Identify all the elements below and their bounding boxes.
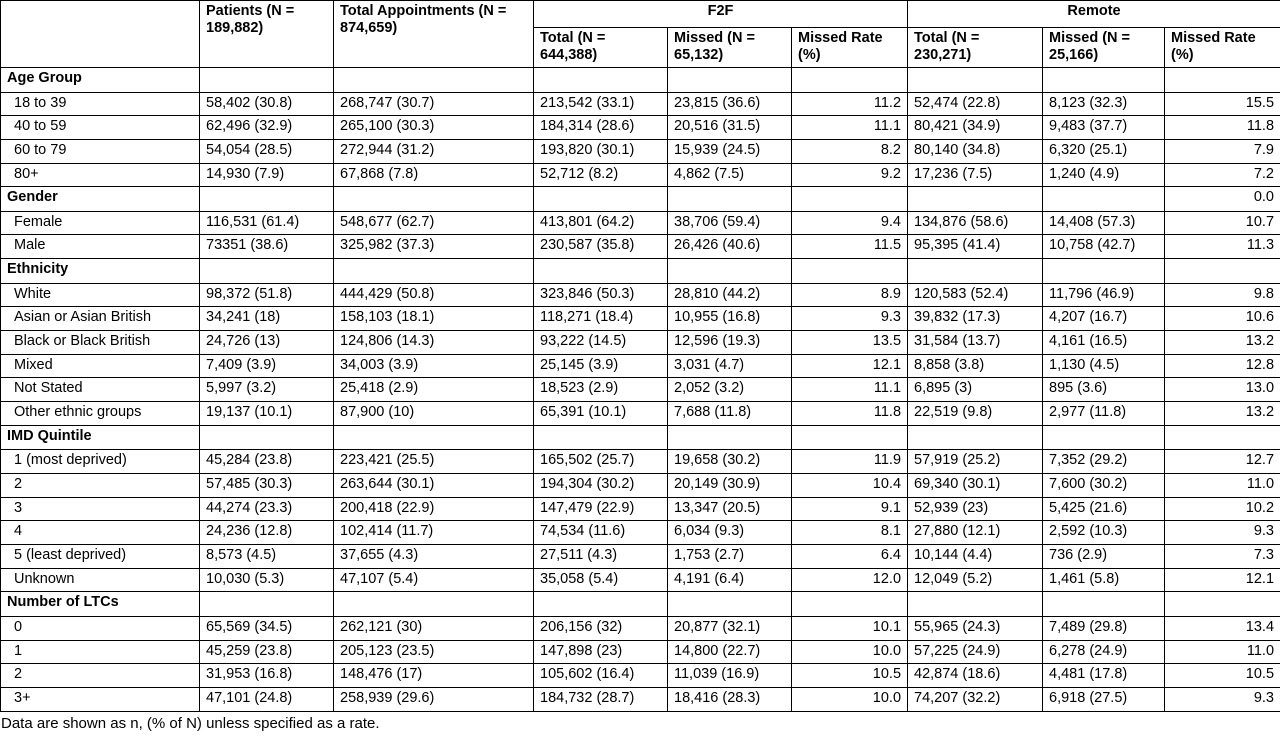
empty-cell bbox=[200, 259, 334, 284]
cell-remote-total: 55,965 (24.3) bbox=[908, 616, 1043, 640]
cell-f2f-total: 105,602 (16.4) bbox=[534, 664, 668, 688]
cell-remote-missed: 6,320 (25.1) bbox=[1043, 139, 1165, 163]
empty-cell bbox=[792, 259, 908, 284]
cell-f2f-missed: 12,596 (19.3) bbox=[668, 331, 792, 355]
empty-cell bbox=[908, 187, 1043, 212]
cell-f2f-missed-rate: 11.5 bbox=[792, 235, 908, 259]
cell-patients: 47,101 (24.8) bbox=[200, 687, 334, 711]
cell-f2f-total: 52,712 (8.2) bbox=[534, 163, 668, 187]
cell-patients: 5,997 (3.2) bbox=[200, 378, 334, 402]
cell-remote-missed-rate: 9.3 bbox=[1165, 687, 1280, 711]
table-row bbox=[1, 664, 1280, 688]
cell-patients: 65,569 (34.5) bbox=[200, 616, 334, 640]
cell-remote-missed: 7,489 (29.8) bbox=[1043, 616, 1165, 640]
cell-remote-missed-rate: 12.7 bbox=[1165, 450, 1280, 474]
table-row bbox=[1, 116, 1280, 140]
cell-f2f-total: 165,502 (25.7) bbox=[534, 450, 668, 474]
cell-remote-missed-rate: 11.3 bbox=[1165, 235, 1280, 259]
cell-f2f-total: 206,156 (32) bbox=[534, 616, 668, 640]
empty-cell bbox=[334, 259, 534, 284]
table-row bbox=[1, 235, 1280, 259]
empty-cell bbox=[792, 68, 908, 93]
section-title: Age Group bbox=[1, 68, 200, 93]
cell-patients: 58,402 (30.8) bbox=[200, 92, 334, 116]
cell-patients: 73351 (38.6) bbox=[200, 235, 334, 259]
empty-cell bbox=[534, 259, 668, 284]
cell-remote-missed-rate: 11.8 bbox=[1165, 116, 1280, 140]
cell-f2f-missed-rate: 9.4 bbox=[792, 211, 908, 235]
header-f2f-missed-rate: Missed Rate (%) bbox=[792, 28, 908, 68]
section-row bbox=[1, 187, 1280, 212]
cell-f2f-total: 147,898 (23) bbox=[534, 640, 668, 664]
table-row bbox=[1, 139, 1280, 163]
empty-cell bbox=[534, 187, 668, 212]
cell-remote-total: 80,140 (34.8) bbox=[908, 139, 1043, 163]
cell-f2f-missed-rate: 11.1 bbox=[792, 378, 908, 402]
row-label: 3+ bbox=[1, 687, 200, 711]
header-remote-missed: Missed (N = 25,166) bbox=[1043, 28, 1165, 68]
cell-remote-missed: 7,600 (30.2) bbox=[1043, 473, 1165, 497]
cell-f2f-total: 25,145 (3.9) bbox=[534, 354, 668, 378]
cell-f2f-total: 93,222 (14.5) bbox=[534, 331, 668, 355]
cell-f2f-missed-rate: 10.0 bbox=[792, 687, 908, 711]
cell-f2f-missed-rate: 9.3 bbox=[792, 307, 908, 331]
section-row bbox=[1, 425, 1280, 450]
empty-cell bbox=[1043, 68, 1165, 93]
cell-f2f-total: 213,542 (33.1) bbox=[534, 92, 668, 116]
cell-total-appointments: 34,003 (3.9) bbox=[334, 354, 534, 378]
cell-remote-missed: 5,425 (21.6) bbox=[1043, 497, 1165, 521]
cell-remote-missed: 14,408 (57.3) bbox=[1043, 211, 1165, 235]
cell-remote-missed: 1,240 (4.9) bbox=[1043, 163, 1165, 187]
cell-remote-missed-rate: 7.9 bbox=[1165, 139, 1280, 163]
cell-total-appointments: 205,123 (23.5) bbox=[334, 640, 534, 664]
cell-f2f-missed-rate: 13.5 bbox=[792, 331, 908, 355]
cell-remote-total: 95,395 (41.4) bbox=[908, 235, 1043, 259]
empty-cell bbox=[200, 425, 334, 450]
header-remote-missed-rate: Missed Rate (%) bbox=[1165, 28, 1280, 68]
cell-patients: 45,259 (23.8) bbox=[200, 640, 334, 664]
cell-remote-total: 80,421 (34.9) bbox=[908, 116, 1043, 140]
cell-total-appointments: 124,806 (14.3) bbox=[334, 331, 534, 355]
cell-patients: 98,372 (51.8) bbox=[200, 283, 334, 307]
cell-patients: 8,573 (4.5) bbox=[200, 545, 334, 569]
cell-f2f-missed-rate: 12.1 bbox=[792, 354, 908, 378]
cell-total-appointments: 548,677 (62.7) bbox=[334, 211, 534, 235]
cell-f2f-missed: 3,031 (4.7) bbox=[668, 354, 792, 378]
cell-f2f-missed: 1,753 (2.7) bbox=[668, 545, 792, 569]
empty-cell bbox=[668, 425, 792, 450]
section-title: IMD Quintile bbox=[1, 425, 200, 450]
empty-cell bbox=[1043, 259, 1165, 284]
table-row bbox=[1, 521, 1280, 545]
row-label: 2 bbox=[1, 473, 200, 497]
cell-patients: 45,284 (23.8) bbox=[200, 450, 334, 474]
cell-remote-total: 57,919 (25.2) bbox=[908, 450, 1043, 474]
section-remote-rate bbox=[1165, 592, 1280, 617]
table-row bbox=[1, 92, 1280, 116]
cell-total-appointments: 148,476 (17) bbox=[334, 664, 534, 688]
section-remote-rate bbox=[1165, 259, 1280, 284]
empty-cell bbox=[534, 592, 668, 617]
table-row bbox=[1, 378, 1280, 402]
cell-remote-total: 120,583 (52.4) bbox=[908, 283, 1043, 307]
header-total-appointments: Total Appointments (N = 874,659) bbox=[334, 1, 534, 68]
cell-total-appointments: 262,121 (30) bbox=[334, 616, 534, 640]
row-label: 2 bbox=[1, 664, 200, 688]
table-row bbox=[1, 163, 1280, 187]
cell-remote-total: 134,876 (58.6) bbox=[908, 211, 1043, 235]
row-label: Not Stated bbox=[1, 378, 200, 402]
cell-f2f-missed-rate: 10.5 bbox=[792, 664, 908, 688]
cell-f2f-total: 184,732 (28.7) bbox=[534, 687, 668, 711]
cell-patients: 34,241 (18) bbox=[200, 307, 334, 331]
empty-cell bbox=[792, 592, 908, 617]
row-label: 80+ bbox=[1, 163, 200, 187]
empty-cell bbox=[668, 259, 792, 284]
cell-patients: 54,054 (28.5) bbox=[200, 139, 334, 163]
section-title: Ethnicity bbox=[1, 259, 200, 284]
cell-f2f-missed: 18,416 (28.3) bbox=[668, 687, 792, 711]
cell-remote-total: 8,858 (3.8) bbox=[908, 354, 1043, 378]
cell-total-appointments: 223,421 (25.5) bbox=[334, 450, 534, 474]
row-label: White bbox=[1, 283, 200, 307]
cell-remote-missed: 8,123 (32.3) bbox=[1043, 92, 1165, 116]
row-label: 0 bbox=[1, 616, 200, 640]
row-label: 1 (most deprived) bbox=[1, 450, 200, 474]
cell-f2f-total: 413,801 (64.2) bbox=[534, 211, 668, 235]
footnote: Data are shown as n, (% of N) unless specified as a rate. bbox=[1, 714, 380, 732]
table-row bbox=[1, 640, 1280, 664]
cell-remote-missed: 4,161 (16.5) bbox=[1043, 331, 1165, 355]
cell-f2f-missed: 19,658 (30.2) bbox=[668, 450, 792, 474]
section-row bbox=[1, 592, 1280, 617]
cell-total-appointments: 102,414 (11.7) bbox=[334, 521, 534, 545]
cell-f2f-missed: 13,347 (20.5) bbox=[668, 497, 792, 521]
row-label: 40 to 59 bbox=[1, 116, 200, 140]
table-row bbox=[1, 402, 1280, 426]
cell-f2f-total: 18,523 (2.9) bbox=[534, 378, 668, 402]
cell-remote-missed-rate: 9.8 bbox=[1165, 283, 1280, 307]
cell-f2f-missed: 28,810 (44.2) bbox=[668, 283, 792, 307]
cell-remote-total: 42,874 (18.6) bbox=[908, 664, 1043, 688]
cell-f2f-total: 147,479 (22.9) bbox=[534, 497, 668, 521]
cell-f2f-missed: 38,706 (59.4) bbox=[668, 211, 792, 235]
cell-remote-missed-rate: 10.5 bbox=[1165, 664, 1280, 688]
cell-total-appointments: 37,655 (4.3) bbox=[334, 545, 534, 569]
cell-f2f-missed: 11,039 (16.9) bbox=[668, 664, 792, 688]
header-f2f-group: F2F bbox=[534, 1, 908, 28]
cell-f2f-missed: 10,955 (16.8) bbox=[668, 307, 792, 331]
empty-cell bbox=[200, 592, 334, 617]
table-row bbox=[1, 450, 1280, 474]
cell-f2f-missed-rate: 11.9 bbox=[792, 450, 908, 474]
cell-remote-missed: 1,461 (5.8) bbox=[1043, 568, 1165, 592]
cell-patients: 10,030 (5.3) bbox=[200, 568, 334, 592]
cell-total-appointments: 25,418 (2.9) bbox=[334, 378, 534, 402]
cell-remote-missed-rate: 13.0 bbox=[1165, 378, 1280, 402]
table-row bbox=[1, 568, 1280, 592]
cell-remote-missed: 736 (2.9) bbox=[1043, 545, 1165, 569]
header-remote-total: Total (N = 230,271) bbox=[908, 28, 1043, 68]
cell-total-appointments: 325,982 (37.3) bbox=[334, 235, 534, 259]
cell-f2f-missed: 14,800 (22.7) bbox=[668, 640, 792, 664]
table-row bbox=[1, 497, 1280, 521]
empty-cell bbox=[668, 592, 792, 617]
cell-f2f-missed: 23,815 (36.6) bbox=[668, 92, 792, 116]
cell-patients: 31,953 (16.8) bbox=[200, 664, 334, 688]
cell-remote-missed: 895 (3.6) bbox=[1043, 378, 1165, 402]
cell-patients: 57,485 (30.3) bbox=[200, 473, 334, 497]
cell-patients: 24,726 (13) bbox=[200, 331, 334, 355]
cell-f2f-missed: 20,877 (32.1) bbox=[668, 616, 792, 640]
cell-remote-missed: 11,796 (46.9) bbox=[1043, 283, 1165, 307]
cell-remote-missed: 7,352 (29.2) bbox=[1043, 450, 1165, 474]
cell-remote-total: 6,895 (3) bbox=[908, 378, 1043, 402]
cell-f2f-missed: 20,149 (30.9) bbox=[668, 473, 792, 497]
row-label: 4 bbox=[1, 521, 200, 545]
cell-total-appointments: 47,107 (5.4) bbox=[334, 568, 534, 592]
cell-f2f-missed-rate: 10.4 bbox=[792, 473, 908, 497]
cell-f2f-missed: 15,939 (24.5) bbox=[668, 139, 792, 163]
empty-cell bbox=[1043, 592, 1165, 617]
cell-f2f-missed-rate: 8.1 bbox=[792, 521, 908, 545]
empty-cell bbox=[334, 425, 534, 450]
cell-total-appointments: 268,747 (30.7) bbox=[334, 92, 534, 116]
section-title: Gender bbox=[1, 187, 200, 212]
cell-remote-missed-rate: 10.6 bbox=[1165, 307, 1280, 331]
cell-f2f-missed-rate: 12.0 bbox=[792, 568, 908, 592]
empty-cell bbox=[668, 68, 792, 93]
header-f2f-missed: Missed (N = 65,132) bbox=[668, 28, 792, 68]
cell-f2f-total: 194,304 (30.2) bbox=[534, 473, 668, 497]
cell-f2f-total: 27,511 (4.3) bbox=[534, 545, 668, 569]
cell-remote-total: 69,340 (30.1) bbox=[908, 473, 1043, 497]
cell-remote-missed-rate: 10.2 bbox=[1165, 497, 1280, 521]
empty-cell bbox=[908, 425, 1043, 450]
empty-cell bbox=[200, 68, 334, 93]
cell-f2f-missed: 4,862 (7.5) bbox=[668, 163, 792, 187]
empty-cell bbox=[908, 68, 1043, 93]
section-remote-rate bbox=[1165, 425, 1280, 450]
table-row bbox=[1, 283, 1280, 307]
cell-remote-missed: 1,130 (4.5) bbox=[1043, 354, 1165, 378]
cell-f2f-total: 35,058 (5.4) bbox=[534, 568, 668, 592]
cell-remote-missed-rate: 12.1 bbox=[1165, 568, 1280, 592]
cell-remote-total: 12,049 (5.2) bbox=[908, 568, 1043, 592]
header-patients: Patients (N = 189,882) bbox=[200, 1, 334, 68]
cell-total-appointments: 158,103 (18.1) bbox=[334, 307, 534, 331]
cell-patients: 19,137 (10.1) bbox=[200, 402, 334, 426]
cell-total-appointments: 263,644 (30.1) bbox=[334, 473, 534, 497]
row-label: 18 to 39 bbox=[1, 92, 200, 116]
table-body bbox=[1, 68, 1280, 712]
cell-remote-missed: 4,207 (16.7) bbox=[1043, 307, 1165, 331]
table-row bbox=[1, 331, 1280, 355]
cell-f2f-total: 118,271 (18.4) bbox=[534, 307, 668, 331]
cell-remote-missed-rate: 13.2 bbox=[1165, 402, 1280, 426]
cell-f2f-missed: 7,688 (11.8) bbox=[668, 402, 792, 426]
cell-remote-missed-rate: 9.3 bbox=[1165, 521, 1280, 545]
cell-remote-total: 39,832 (17.3) bbox=[908, 307, 1043, 331]
row-label: Unknown bbox=[1, 568, 200, 592]
cell-remote-total: 52,939 (23) bbox=[908, 497, 1043, 521]
cell-f2f-total: 184,314 (28.6) bbox=[534, 116, 668, 140]
cell-f2f-missed-rate: 11.8 bbox=[792, 402, 908, 426]
header-blank bbox=[1, 1, 200, 68]
empty-cell bbox=[908, 259, 1043, 284]
header-f2f-total: Total (N = 644,388) bbox=[534, 28, 668, 68]
cell-patients: 116,531 (61.4) bbox=[200, 211, 334, 235]
section-remote-rate bbox=[1165, 68, 1280, 93]
cell-remote-total: 57,225 (24.9) bbox=[908, 640, 1043, 664]
section-row bbox=[1, 68, 1280, 93]
cell-total-appointments: 67,868 (7.8) bbox=[334, 163, 534, 187]
row-label: 3 bbox=[1, 497, 200, 521]
table-row bbox=[1, 616, 1280, 640]
cell-patients: 24,236 (12.8) bbox=[200, 521, 334, 545]
cell-total-appointments: 444,429 (50.8) bbox=[334, 283, 534, 307]
cell-remote-missed: 2,592 (10.3) bbox=[1043, 521, 1165, 545]
empty-cell bbox=[668, 187, 792, 212]
cell-f2f-total: 230,587 (35.8) bbox=[534, 235, 668, 259]
cell-f2f-missed-rate: 11.1 bbox=[792, 116, 908, 140]
empty-cell bbox=[534, 425, 668, 450]
cell-remote-missed-rate: 10.7 bbox=[1165, 211, 1280, 235]
header-remote-group: Remote bbox=[908, 1, 1280, 28]
cell-f2f-total: 74,534 (11.6) bbox=[534, 521, 668, 545]
cell-remote-total: 10,144 (4.4) bbox=[908, 545, 1043, 569]
cell-f2f-total: 193,820 (30.1) bbox=[534, 139, 668, 163]
empty-cell bbox=[792, 425, 908, 450]
cell-remote-missed-rate: 11.0 bbox=[1165, 473, 1280, 497]
cell-remote-missed: 4,481 (17.8) bbox=[1043, 664, 1165, 688]
cell-f2f-missed: 20,516 (31.5) bbox=[668, 116, 792, 140]
empty-cell bbox=[200, 187, 334, 212]
cell-total-appointments: 200,418 (22.9) bbox=[334, 497, 534, 521]
section-row bbox=[1, 259, 1280, 284]
empty-cell bbox=[534, 68, 668, 93]
cell-f2f-total: 323,846 (50.3) bbox=[534, 283, 668, 307]
cell-f2f-missed: 26,426 (40.6) bbox=[668, 235, 792, 259]
row-label: Mixed bbox=[1, 354, 200, 378]
table-row bbox=[1, 354, 1280, 378]
row-label: Other ethnic groups bbox=[1, 402, 200, 426]
cell-total-appointments: 258,939 (29.6) bbox=[334, 687, 534, 711]
cell-remote-total: 52,474 (22.8) bbox=[908, 92, 1043, 116]
section-title: Number of LTCs bbox=[1, 592, 200, 617]
cell-remote-missed: 10,758 (42.7) bbox=[1043, 235, 1165, 259]
cell-f2f-missed-rate: 9.1 bbox=[792, 497, 908, 521]
cell-remote-missed: 6,918 (27.5) bbox=[1043, 687, 1165, 711]
cell-patients: 62,496 (32.9) bbox=[200, 116, 334, 140]
table-row bbox=[1, 687, 1280, 711]
empty-cell bbox=[908, 592, 1043, 617]
cell-remote-total: 74,207 (32.2) bbox=[908, 687, 1043, 711]
row-label: Female bbox=[1, 211, 200, 235]
cell-f2f-missed: 4,191 (6.4) bbox=[668, 568, 792, 592]
row-label: 60 to 79 bbox=[1, 139, 200, 163]
cell-f2f-missed: 2,052 (3.2) bbox=[668, 378, 792, 402]
cell-total-appointments: 272,944 (31.2) bbox=[334, 139, 534, 163]
cell-remote-missed-rate: 15.5 bbox=[1165, 92, 1280, 116]
row-label: 1 bbox=[1, 640, 200, 664]
empty-cell bbox=[792, 187, 908, 212]
cell-remote-missed: 9,483 (37.7) bbox=[1043, 116, 1165, 140]
cell-f2f-missed-rate: 10.0 bbox=[792, 640, 908, 664]
cell-f2f-missed-rate: 6.4 bbox=[792, 545, 908, 569]
cell-remote-missed: 2,977 (11.8) bbox=[1043, 402, 1165, 426]
cell-remote-total: 22,519 (9.8) bbox=[908, 402, 1043, 426]
cell-f2f-missed: 6,034 (9.3) bbox=[668, 521, 792, 545]
cell-remote-missed-rate: 7.3 bbox=[1165, 545, 1280, 569]
cell-patients: 7,409 (3.9) bbox=[200, 354, 334, 378]
empty-cell bbox=[334, 592, 534, 617]
cell-remote-missed-rate: 13.4 bbox=[1165, 616, 1280, 640]
cell-total-appointments: 87,900 (10) bbox=[334, 402, 534, 426]
cell-remote-total: 27,880 (12.1) bbox=[908, 521, 1043, 545]
row-label: Black or Black British bbox=[1, 331, 200, 355]
empty-cell bbox=[1043, 425, 1165, 450]
cell-f2f-missed-rate: 8.9 bbox=[792, 283, 908, 307]
section-remote-rate: 0.0 bbox=[1165, 187, 1280, 212]
row-label: 5 (least deprived) bbox=[1, 545, 200, 569]
cell-remote-missed-rate: 13.2 bbox=[1165, 331, 1280, 355]
table-row bbox=[1, 211, 1280, 235]
cell-remote-total: 31,584 (13.7) bbox=[908, 331, 1043, 355]
table-row bbox=[1, 307, 1280, 331]
cell-f2f-missed-rate: 11.2 bbox=[792, 92, 908, 116]
cell-remote-missed-rate: 12.8 bbox=[1165, 354, 1280, 378]
row-label: Asian or Asian British bbox=[1, 307, 200, 331]
empty-cell bbox=[334, 187, 534, 212]
cell-f2f-missed-rate: 8.2 bbox=[792, 139, 908, 163]
table-row bbox=[1, 545, 1280, 569]
cell-patients: 14,930 (7.9) bbox=[200, 163, 334, 187]
empty-cell bbox=[1043, 187, 1165, 212]
cell-remote-missed: 6,278 (24.9) bbox=[1043, 640, 1165, 664]
cell-patients: 44,274 (23.3) bbox=[200, 497, 334, 521]
table-row bbox=[1, 473, 1280, 497]
row-label: Male bbox=[1, 235, 200, 259]
empty-cell bbox=[334, 68, 534, 93]
cell-remote-total: 17,236 (7.5) bbox=[908, 163, 1043, 187]
cell-f2f-missed-rate: 9.2 bbox=[792, 163, 908, 187]
cell-remote-missed-rate: 7.2 bbox=[1165, 163, 1280, 187]
cell-total-appointments: 265,100 (30.3) bbox=[334, 116, 534, 140]
cell-remote-missed-rate: 11.0 bbox=[1165, 640, 1280, 664]
cell-f2f-missed-rate: 10.1 bbox=[792, 616, 908, 640]
cell-f2f-total: 65,391 (10.1) bbox=[534, 402, 668, 426]
